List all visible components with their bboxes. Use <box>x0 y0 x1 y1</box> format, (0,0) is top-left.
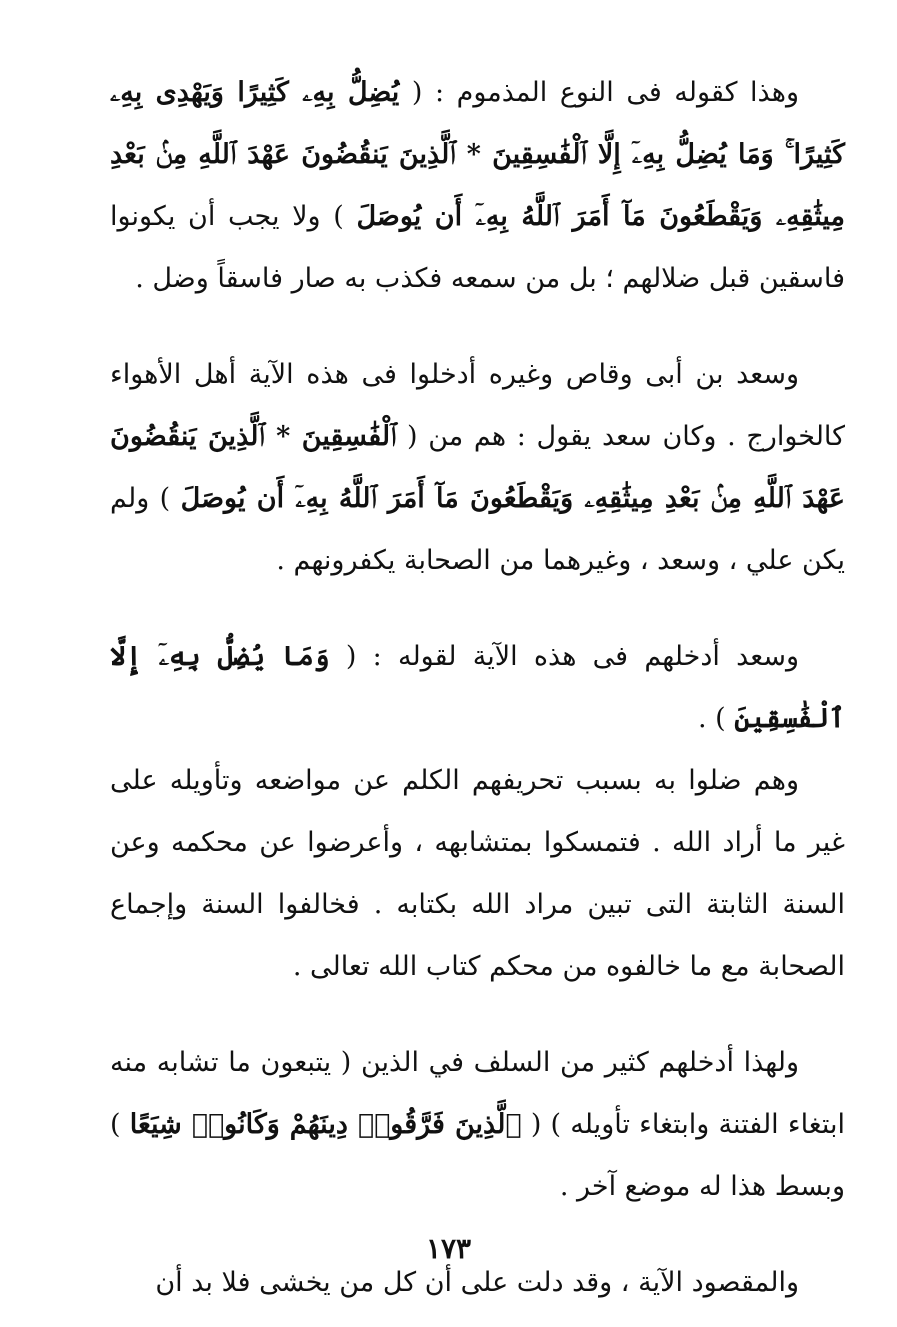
text-run: ) ولا يجب أن يكونوا فاسقين قبل ضلالهم ؛ بل من سمعه فكذب به صار فاسقاً وضل . <box>110 201 845 294</box>
body-text <box>110 62 845 1314</box>
quran-verse: وَمَا يُضِلُّ بِهِۦٓ إِلَّا ٱلْفَٰسِقِينَ <box>110 641 845 734</box>
text-run: ولهذا أدخلهم كثير من السلف في الذين ( يتبعون ما تشابه منه ابتغاء الفتنة وابتغاء تأويله ) ( <box>110 1047 845 1140</box>
quran-verse: ٱلْفَٰسِقِينَ * ٱلَّذِينَ يَنقُضُونَ عَهْدَ ٱللَّهِ مِنۢ بَعْدِ مِيثَٰقِهِۦ وَيَقْطَعُونَ مَآ أَمَرَ ٱللَّهُ بِهِۦٓ أَن يُوصَلَ <box>110 421 845 514</box>
text-run: ) ولم يكن علي ، وسعد ، وغيرهما من الصحابة يكفرونهم . <box>110 483 845 576</box>
paragraph <box>110 626 845 750</box>
quran-verse: يُضِلُّ بِهِۦ كَثِيرًا وَيَهْدِى بِهِۦ كَثِيرًا ۚ وَمَا يُضِلُّ بِهِۦٓ إِلَّا ٱلْفَٰسِقِينَ * ٱلَّذِينَ يَنقُضُونَ عَهْدَ ٱللَّهِ مِنۢ بَعْدِ مِيثَٰقِهِۦ وَيَقْطَعُونَ مَآ أَمَرَ ٱللَّهُ بِهِۦٓ أَن يُوصَلَ <box>110 77 846 232</box>
paragraph <box>110 62 845 310</box>
text-run: وهذا كقوله فى النوع المذموم : ( <box>399 77 799 108</box>
paragraph <box>110 750 845 998</box>
paragraph <box>110 344 845 592</box>
text-run: ) وبسط هذا له موضع آخر . <box>110 1109 845 1202</box>
text-run: وسعد أدخلهم فى هذه الآية لقوله : ( <box>329 641 799 672</box>
quran-verse: ٱلَّذِينَ فَرَّقُوا۟ دِينَهُمْ وَكَانُوا۟ شِيَعًا <box>129 1109 522 1140</box>
text-run: وسعد بن أبى وقاص وغيره أدخلوا فى هذه الآية أهل الأهواء كالخوارج . وكان سعد يقول : هم من ( <box>110 359 846 452</box>
text-run: وهم ضلوا به بسبب تحريفهم الكلم عن مواضعه وتأويله على غير ما أراد الله . فتمسكوا بمتشابهه ، وأعرضوا عن محكمه وعن السنة الثابتة التى تبين مراد الله بكتابه . فخالفوا السنة وإجماع الصحابة مع ما خالفوه من محكم كتاب الله تعالى . <box>110 765 845 982</box>
text-run: ) . <box>697 703 735 734</box>
paragraph <box>110 1032 845 1218</box>
text-run: والمقصود الآية ، وقد دلت على أن كل من يخشى فلا بد أن <box>155 1267 799 1298</box>
page-number: ١٧٣ <box>425 1232 472 1265</box>
